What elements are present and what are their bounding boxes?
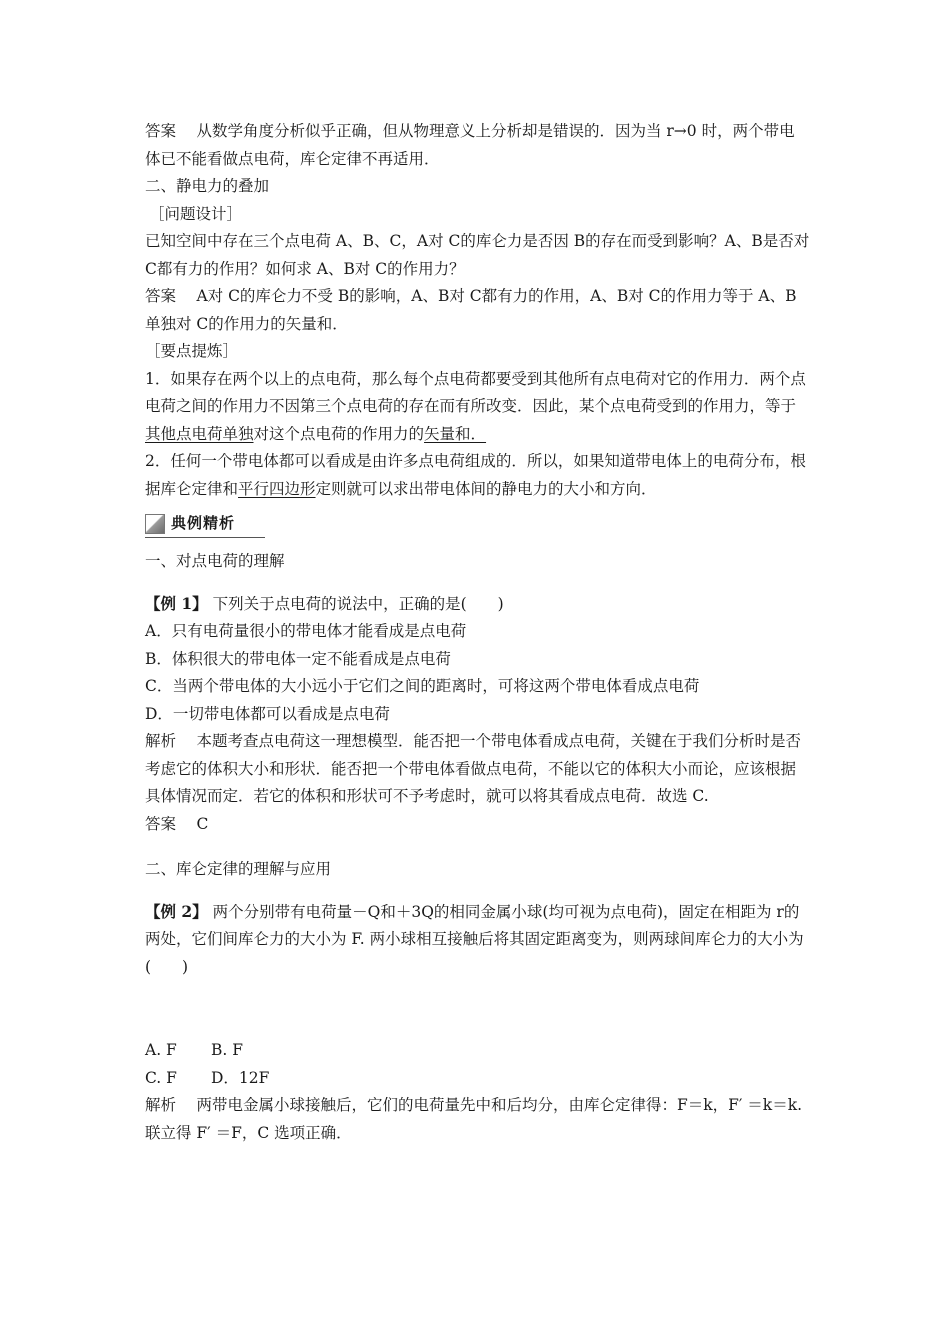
answer-text: 从数学角度分析似乎正确，但从物理意义上分析却是错误的．因为当 r→0 时，两个带电体已不能看做点电荷，库仑定律不再适用． (145, 122, 795, 168)
question-paragraph: 已知空间中存在三个点电荷 A、B、C，A对 C的库仑力是否因 B的存在而受到影响？A、B是否对 C都有力的作用？如何求 A、B对 C的作用力？ (145, 232, 810, 278)
answer-label: 答案 (145, 814, 177, 833)
option-b: B．体积很大的带电体一定不能看成是点电荷 (145, 649, 451, 668)
option-c: C．当两个带电体的大小远小于它们之间的距离时，可将这两个带电体看成点电荷 (145, 677, 700, 695)
blank-answer: 矢量和． (424, 424, 487, 443)
section-heading: 二、静电力的叠加 (145, 177, 270, 195)
key-points-label: ［要点提炼］ (145, 342, 239, 360)
section-banner (145, 511, 265, 538)
analysis-label: 解析 (145, 1096, 177, 1114)
analysis-label: 解析 (145, 732, 177, 750)
option-b: B. F (211, 1041, 243, 1059)
blank-answer: 平行四边形 (238, 479, 316, 498)
analysis-paragraph-2 (145, 1092, 810, 1147)
answer-label: 答案 (145, 287, 177, 305)
answer-label: 答案 (145, 122, 177, 140)
example-2-stem (145, 898, 810, 982)
example-label: 【例 1】 (145, 593, 208, 613)
analysis-paragraph (145, 728, 810, 811)
options-row-2 (145, 1065, 810, 1093)
answer-paragraph-2 (145, 283, 810, 338)
analysis-text: 本题考查点电荷这一理想模型．能否把一个带电体看成点电荷，关键在于我们分析时是否考虑它的体积大小和形状．能否把一个带电体看做点电荷，不能以它的体积大小而论，应该根据具体情况而定．若它的体积和形状可不予考虑时，就可以将其看成点电荷．故选 C. (145, 732, 801, 805)
document-body (145, 118, 810, 1147)
section-corner-icon (145, 514, 165, 534)
blank-answer: 其他点电荷单独 (145, 424, 254, 443)
answer-value: C (196, 814, 209, 833)
option-c: C. F (145, 1068, 177, 1087)
option-d: D．12F (211, 1068, 270, 1087)
example-text: 两个分别带有电荷量－Q和＋3Q的相同金属小球(均可视为点电荷)，固定在相距为 r的两处，它们间库仑力的大小为 F. 两小球相互接触后将其固定距离变为，则两球间库仑力的大小为( ) (145, 902, 804, 976)
answer-paragraph (145, 118, 810, 173)
options-row-1 (145, 1037, 810, 1065)
example-label: 【例 2】 (145, 901, 208, 921)
key-point-1: 1．如果存在两个以上的点电荷，那么每个点电荷都要受到其他所有点电荷对它的作用力．两个点电荷之间的作用力不因第三个点电荷的存在而有所改变．因此，某个点电荷受到的作用力，等于其他点电荷单独对这个点电荷的作用力的矢量和． (145, 369, 806, 443)
example-text: 下列关于点电荷的说法中，正确的是( ) (212, 594, 504, 613)
problem-design-label: ［问题设计］ (149, 204, 243, 223)
analysis-text: 两带电金属小球接触后，它们的电荷量先中和后均分，由库仑定律得：F＝k，F′ ＝k＝k. 联立得 F′ ＝F，C 选项正确． (145, 1096, 803, 1142)
answer-paragraph-3 (145, 811, 810, 839)
part-heading: 二、库仑定律的理解与应用 (145, 860, 332, 878)
key-point-2: 2．任何一个带电体都可以看成是由许多点电荷组成的．所以，如果知道带电体上的电荷分布，根据库仑定律和平行四边形定则就可以求出带电体间的静电力的大小和方向． (145, 452, 806, 498)
example-1-stem (145, 590, 810, 619)
part-heading: 一、对点电荷的理解 (145, 552, 285, 570)
option-d: D．一切带电体都可以看成是点电荷 (145, 704, 390, 723)
option-a: A. F (145, 1041, 177, 1059)
option-a: A．只有电荷量很小的带电体才能看成是点电荷 (145, 622, 467, 640)
answer-text: A对 C的库仑力不受 B的影响，A、B对 C都有力的作用，A、B对 C的作用力等于 A、B单独对 C的作用力的矢量和． (145, 287, 797, 333)
banner-title: 典例精析 (171, 514, 236, 533)
